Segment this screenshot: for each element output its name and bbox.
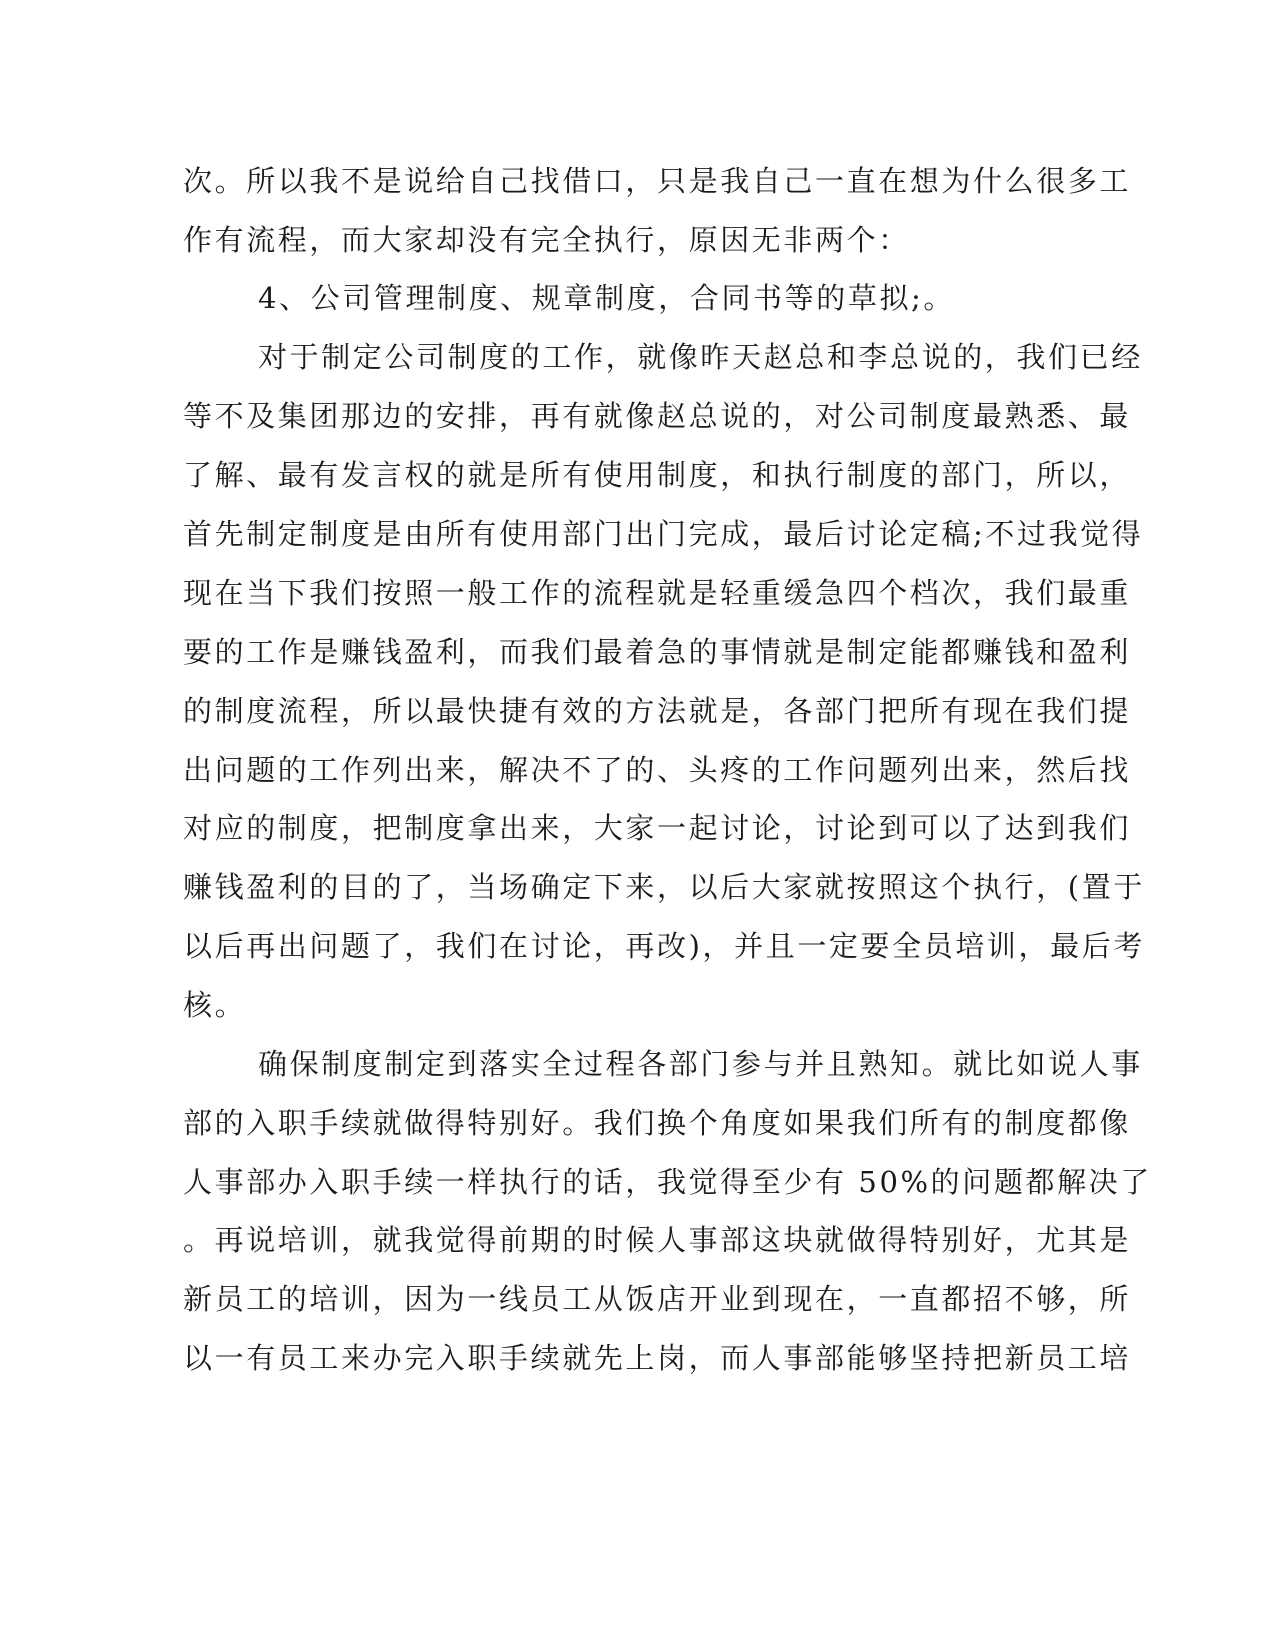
text-line-1: 次。所以我不是说给自己找借口，只是我自己一直在想为什么很多工 xyxy=(183,164,1132,198)
paragraph-start-1: 对于制定公司制度的工作，就像昨天赵总和李总说的，我们已经 xyxy=(258,340,1143,374)
text-line-21: 以一有员工来办完入职手续就先上岗，而人事部能够坚持把新员工培 xyxy=(183,1341,1132,1375)
text-line-7: 首先制定制度是由所有使用部门出门完成，最后讨论定稿;不过我觉得 xyxy=(183,517,1144,551)
text-line-6: 了解、最有发言权的就是所有使用制度，和执行制度的部门，所以， xyxy=(183,458,1132,492)
text-line-17: 部的入职手续就做得特别好。我们换个角度如果我们所有的制度都像 xyxy=(183,1106,1132,1140)
text-line-11: 出问题的工作列出来，解决不了的、头疼的工作问题列出来，然后找 xyxy=(183,753,1132,787)
text-line-10: 的制度流程，所以最快捷有效的方法就是，各部门把所有现在我们提 xyxy=(183,694,1132,728)
text-line-2: 作有流程，而大家却没有完全执行，原因无非两个： xyxy=(183,223,910,257)
text-line-18: 人事部办入职手续一样执行的话，我觉得至少有 50%的问题都解决了 xyxy=(183,1165,1152,1199)
text-line-9: 要的工作是赚钱盈利，而我们最着急的事情就是制定能都赚钱和盈利 xyxy=(183,635,1132,669)
text-line-13: 赚钱盈利的目的了，当场确定下来，以后大家就按照这个执行，(置于 xyxy=(183,870,1145,904)
text-line-15: 核。 xyxy=(183,988,247,1022)
paragraph-start-2: 确保制度制定到落实全过程各部门参与并且熟知。就比如说人事 xyxy=(258,1047,1143,1081)
text-line-14: 以后再出问题了，我们在讨论，再改)，并且一定要全员培训，最后考 xyxy=(183,929,1145,963)
text-line-12: 对应的制度，把制度拿出来，大家一起讨论，讨论到可以了达到我们 xyxy=(183,811,1132,845)
text-line-5: 等不及集团那边的安排，再有就像赵总说的，对公司制度最熟悉、最 xyxy=(183,399,1132,433)
list-item-4: 4、公司管理制度、规章制度，合同书等的草拟;。 xyxy=(258,281,956,315)
text-line-20: 新员工的培训，因为一线员工从饭店开业到现在，一直都招不够，所 xyxy=(183,1282,1132,1316)
text-line-19: 。再说培训，就我觉得前期的时候人事部这块就做得特别好，尤其是 xyxy=(183,1223,1132,1257)
text-line-8: 现在当下我们按照一般工作的流程就是轻重缓急四个档次，我们最重 xyxy=(183,576,1132,610)
